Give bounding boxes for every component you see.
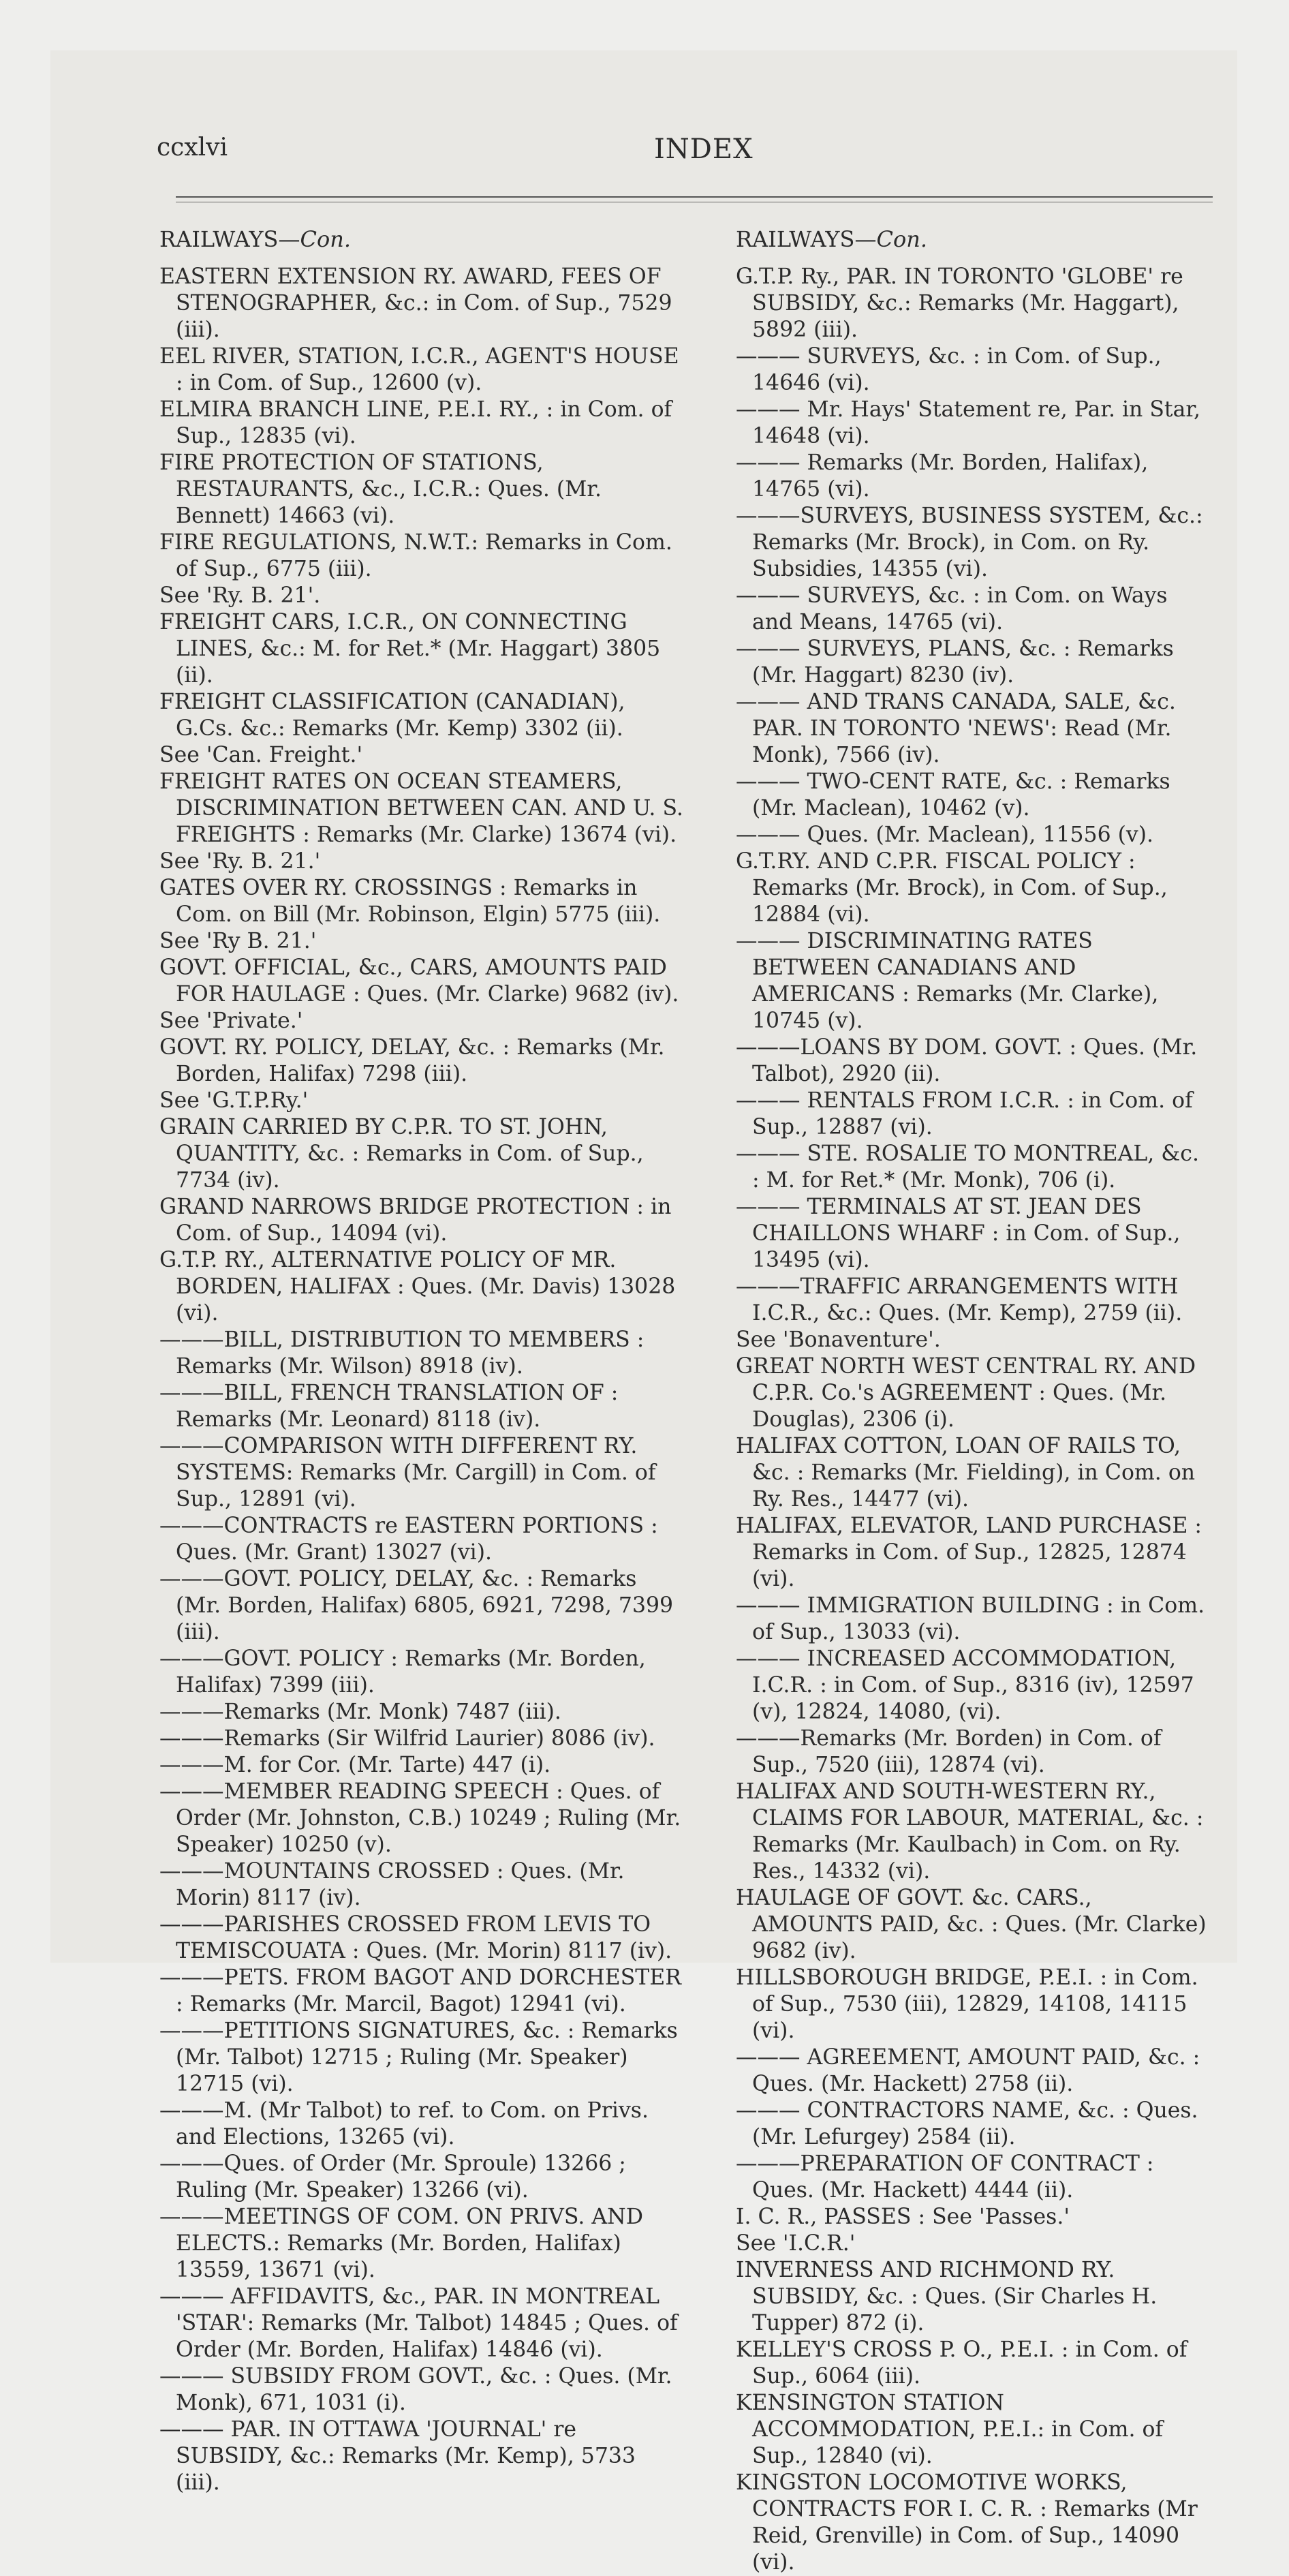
index-entry: ——— Remarks (Mr. Borden, Halifax), 14765 (vi). bbox=[736, 450, 1149, 502]
index-entry: ———PREPARATION OF CONTRACT : Ques. (Mr. Hackett) 4444 (ii). bbox=[736, 2151, 1154, 2203]
index-entry: G.T.P. RY., ALTERNATIVE POLICY OF MR. BORDEN, HALIFAX : Ques. (Mr. Davis) 13028 (vi). bbox=[159, 1248, 676, 1325]
index-entry: See 'Ry B. 21.' bbox=[159, 929, 317, 953]
index-entry: ———BILL, DISTRIBUTION TO MEMBERS : Remarks (Mr. Wilson) 8918 (iv). bbox=[159, 1328, 644, 1379]
index-entry: FREIGHT CARS, I.C.R., ON CONNECTING LINES, &c.: M. for Ret.* (Mr. Haggart) 3805 (ii). bbox=[159, 610, 661, 688]
index-entry: ——— AFFIDAVITS, &c., PAR. IN MONTREAL 'STAR': Remarks (Mr. Talbot) 14845 ; Ques. of Order (Mr. Borden, Halifax) 14846 (vi). bbox=[159, 2284, 678, 2362]
index-entry: See 'Private.' bbox=[159, 1009, 303, 1033]
index-entry: See 'Can. Freight.' bbox=[159, 743, 363, 767]
index-entry: GREAT NORTH WEST CENTRAL RY. AND C.P.R. Co.'s AGREEMENT : Ques. (Mr. Douglas), 2306 (i). bbox=[736, 1354, 1196, 1432]
index-entry: ——— SUBSIDY FROM GOVT., &c. : Ques. (Mr. Monk), 671, 1031 (i). bbox=[159, 2364, 672, 2415]
index-entry: HALIFAX, ELEVATOR, LAND PURCHASE : Remarks in Com. of Sup., 12825, 12874 (vi). bbox=[736, 1514, 1202, 1591]
index-entry: EASTERN EXTENSION RY. AWARD, FEES OF STENOGRAPHER, &c.: in Com. of Sup., 7529 (iii). bbox=[159, 264, 672, 342]
index-entry: EEL RIVER, STATION, I.C.R., AGENT'S HOUSE : in Com. of Sup., 12600 (v). bbox=[159, 344, 679, 395]
index-entry: GOVT. OFFICIAL, &c., CARS, AMOUNTS PAID FOR HAULAGE : Ques. (Mr. Clarke) 9682 (iv). bbox=[159, 955, 679, 1007]
index-entry: ——— INCREASED ACCOMMODATION, I.C.R. : in Com. of Sup., 8316 (iv), 12597 (v), 12824, 14080, (vi). bbox=[736, 1646, 1194, 1724]
index-entry: ——— SURVEYS, &c. : in Com. of Sup., 14646 (vi). bbox=[736, 344, 1162, 395]
index-entry: See 'Bonaventure'. bbox=[736, 1328, 941, 1352]
left-column bbox=[159, 226, 684, 2496]
index-entry: ——— DISCRIMINATING RATES BETWEEN CANADIANS AND AMERICANS : Remarks (Mr. Clarke), 10745 (v). bbox=[736, 929, 1159, 1033]
index-entry: ——— STE. ROSALIE TO MONTREAL, &c. : M. for Ret.* (Mr. Monk), 706 (i). bbox=[736, 1141, 1199, 1193]
index-entry: FIRE PROTECTION OF STATIONS, RESTAURANTS, &c., I.C.R.: Ques. (Mr. Bennett) 14663 (vi). bbox=[159, 450, 602, 528]
index-entry: ———M. (Mr Talbot) to ref. to Com. on Privs. and Elections, 13265 (vi). bbox=[159, 2098, 649, 2149]
index-entry: ———M. for Cor. (Mr. Tarte) 447 (i). bbox=[159, 1753, 551, 1777]
index-entry: I. C. R., PASSES : See 'Passes.' bbox=[736, 2205, 1070, 2229]
index-entry: ———TRAFFIC ARRANGEMENTS WITH I.C.R., &c.: Ques. (Mr. Kemp), 2759 (ii). bbox=[736, 1274, 1183, 1325]
index-entry: ———Remarks (Sir Wilfrid Laurier) 8086 (iv). bbox=[159, 1726, 655, 1751]
index-entry: HALIFAX AND SOUTH-WESTERN RY., CLAIMS FOR LABOUR, MATERIAL, &c. : Remarks (Mr. Kaulbach) in Com. on Ry. Res., 14332 (vi). bbox=[736, 1779, 1204, 1884]
index-entry: ——— CONTRACTORS NAME, &c. : Ques. (Mr. Lefurgey) 2584 (ii). bbox=[736, 2098, 1198, 2149]
index-entry: GATES OVER RY. CROSSINGS : Remarks in Com. on Bill (Mr. Robinson, Elgin) 5775 (iii). bbox=[159, 876, 661, 927]
index-entry: ——— SURVEYS, &c. : in Com. on Ways and Means, 14765 (vi). bbox=[736, 583, 1168, 634]
index-entry: G.T.RY. AND C.P.R. FISCAL POLICY : Remarks (Mr. Brock), in Com. of Sup., 12884 (vi). bbox=[736, 849, 1168, 927]
index-entry: G.T.P. Ry., PAR. IN TORONTO 'GLOBE' re SUBSIDY, &c.: Remarks (Mr. Haggart), 5892 (iii). bbox=[736, 264, 1183, 342]
index-entry: ——— SURVEYS, PLANS, &c. : Remarks (Mr. Haggart) 8230 (iv). bbox=[736, 637, 1174, 688]
index-entry: See 'G.T.P.Ry.' bbox=[159, 1088, 309, 1113]
index-entry: ELMIRA BRANCH LINE, P.E.I. RY., : in Com. of Sup., 12835 (vi). bbox=[159, 397, 672, 448]
index-entry: ———Remarks (Mr. Borden) in Com. of Sup., 7520 (iii), 12874 (vi). bbox=[736, 1726, 1162, 1777]
index-entry: ———LOANS BY DOM. GOVT. : Ques. (Mr. Talbot), 2920 (ii). bbox=[736, 1035, 1198, 1086]
index-entry: HAULAGE OF GOVT. &c. CARS., AMOUNTS PAID, &c. : Ques. (Mr. Clarke) 9682 (iv). bbox=[736, 1886, 1207, 1963]
column-heading: RAILWAYS—Con. bbox=[736, 226, 927, 252]
right-column bbox=[736, 226, 1213, 2576]
page-number: ccxlvi bbox=[157, 134, 228, 162]
index-entry: ——— AGREEMENT, AMOUNT PAID, &c. : Ques. (Mr. Hackett) 2758 (ii). bbox=[736, 2045, 1200, 2096]
index-entry: ——— TERMINALS AT ST. JEAN DES CHAILLONS WHARF : in Com. of Sup., 13495 (vi). bbox=[736, 1195, 1181, 1272]
index-entry: ———PETS. FROM BAGOT AND DORCHESTER : Remarks (Mr. Marcil, Bagot) 12941 (vi). bbox=[159, 1965, 681, 2017]
index-entry: GRAND NARROWS BRIDGE PROTECTION : in Com. of Sup., 14094 (vi). bbox=[159, 1195, 672, 1246]
index-entry: ———GOVT. POLICY, DELAY, &c. : Remarks (Mr. Borden, Halifax) 6805, 6921, 7298, 7399 (iii). bbox=[159, 1567, 674, 1644]
page-title: INDEX bbox=[654, 134, 754, 165]
index-entry: ——— IMMIGRATION BUILDING : in Com. of Sup., 13033 (vi). bbox=[736, 1593, 1205, 1644]
index-entry: FREIGHT CLASSIFICATION (CANADIAN), G.Cs. &c.: Remarks (Mr. Kemp) 3302 (ii). bbox=[159, 690, 625, 741]
index-entry: FREIGHT RATES ON OCEAN STEAMERS, DISCRIMINATION BETWEEN CAN. AND U. S. FREIGHTS : Remarks (Mr. Clarke) 13674 (vi). bbox=[159, 769, 683, 847]
header-rule bbox=[176, 196, 1213, 198]
index-entry: FIRE REGULATIONS, N.W.T.: Remarks in Com. of Sup., 6775 (iii). bbox=[159, 530, 672, 581]
index-entry: ———PARISHES CROSSED FROM LEVIS TO TEMISCOUATA : Ques. (Mr. Morin) 8117 (iv). bbox=[159, 1912, 672, 1963]
index-entry: KENSINGTON STATION ACCOMMODATION, P.E.I.: in Com. of Sup., 12840 (vi). bbox=[736, 2391, 1164, 2468]
index-entry: ——— TWO-CENT RATE, &c. : Remarks (Mr. Maclean), 10462 (v). bbox=[736, 769, 1170, 821]
index-entry: KELLEY'S CROSS P. O., P.E.I. : in Com. of Sup., 6064 (iii). bbox=[736, 2337, 1187, 2389]
index-entry: ———CONTRACTS re EASTERN PORTIONS : Ques. (Mr. Grant) 13027 (vi). bbox=[159, 1514, 658, 1565]
column-heading: RAILWAYS—Con. bbox=[159, 226, 351, 252]
index-entry: See 'Ry. B. 21'. bbox=[159, 583, 321, 608]
index-entry: ———MOUNTAINS CROSSED : Ques. (Mr. Morin) 8117 (iv). bbox=[159, 1859, 625, 1910]
index-entry: ——— Mr. Hays' Statement re, Par. in Star, 14648 (vi). bbox=[736, 397, 1200, 448]
index-entry: GRAIN CARRIED BY C.P.R. TO ST. JOHN, QUANTITY, &c. : Remarks in Com. of Sup., 7734 (iv). bbox=[159, 1115, 644, 1193]
index-entry: ———MEETINGS OF COM. ON PRIVS. AND ELECTS.: Remarks (Mr. Borden, Halifax) 13559, 13671 (vi). bbox=[159, 2205, 643, 2282]
index-entry: ———Ques. of Order (Mr. Sproule) 13266 ; Ruling (Mr. Speaker) 13266 (vi). bbox=[159, 2151, 626, 2203]
index-entry: HILLSBOROUGH BRIDGE, P.E.I. : in Com. of Sup., 7530 (iii), 12829, 14108, 14115 (vi). bbox=[736, 1965, 1198, 2043]
index-entry: ———BILL, FRENCH TRANSLATION OF : Remarks (Mr. Leonard) 8118 (iv). bbox=[159, 1381, 619, 1432]
index-entry: INVERNESS AND RICHMOND RY. SUBSIDY, &c. : Ques. (Sir Charles H. Tupper) 872 (i). bbox=[736, 2258, 1158, 2335]
index-entry: ———COMPARISON WITH DIFFERENT RY. SYSTEMS: Remarks (Mr. Cargill) in Com. of Sup., 12891 (vi). bbox=[159, 1434, 656, 1512]
index-entry: ———MEMBER READING SPEECH : Ques. of Order (Mr. Johnston, C.B.) 10249 ; Ruling (Mr. Speaker) 10250 (v). bbox=[159, 1779, 681, 1857]
index-entry: KINGSTON LOCOMOTIVE WORKS, CONTRACTS FOR I. C. R. : Remarks (Mr Reid, Grenville) in Com. of Sup., 14090 (vi). bbox=[736, 2470, 1198, 2575]
index-entry: ———Remarks (Mr. Monk) 7487 (iii). bbox=[159, 1700, 561, 1724]
index-entry: ——— Ques. (Mr. Maclean), 11556 (v). bbox=[736, 823, 1154, 847]
index-entry: See 'Ry. B. 21.' bbox=[159, 849, 321, 874]
index-entry: ———GOVT. POLICY : Remarks (Mr. Borden, Halifax) 7399 (iii). bbox=[159, 1646, 646, 1698]
index-entry: GOVT. RY. POLICY, DELAY, &c. : Remarks (Mr. Borden, Halifax) 7298 (iii). bbox=[159, 1035, 665, 1086]
index-entry: ——— RENTALS FROM I.C.R. : in Com. of Sup., 12887 (vi). bbox=[736, 1088, 1193, 1139]
index-entry: HALIFAX COTTON, LOAN OF RAILS TO, &c. : Remarks (Mr. Fielding), in Com. on Ry. Res., 14477 (vi). bbox=[736, 1434, 1196, 1512]
index-entry: ——— AND TRANS CANADA, SALE, &c. PAR. IN TORONTO 'NEWS': Read (Mr. Monk), 7566 (iv). bbox=[736, 690, 1176, 767]
index-entry: ———SURVEYS, BUSINESS SYSTEM, &c.: Remarks (Mr. Brock), in Com. on Ry. Subsidies, 14355 (vi). bbox=[736, 504, 1203, 581]
index-entry: See 'I.C.R.' bbox=[736, 2231, 856, 2256]
index-entry: ——— PAR. IN OTTAWA 'JOURNAL' re SUBSIDY, &c.: Remarks (Mr. Kemp), 5733 (iii). bbox=[159, 2417, 636, 2495]
index-entry: ———PETITIONS SIGNATURES, &c. : Remarks (Mr. Talbot) 12715 ; Ruling (Mr. Speaker) 12715 (vi). bbox=[159, 2019, 678, 2096]
